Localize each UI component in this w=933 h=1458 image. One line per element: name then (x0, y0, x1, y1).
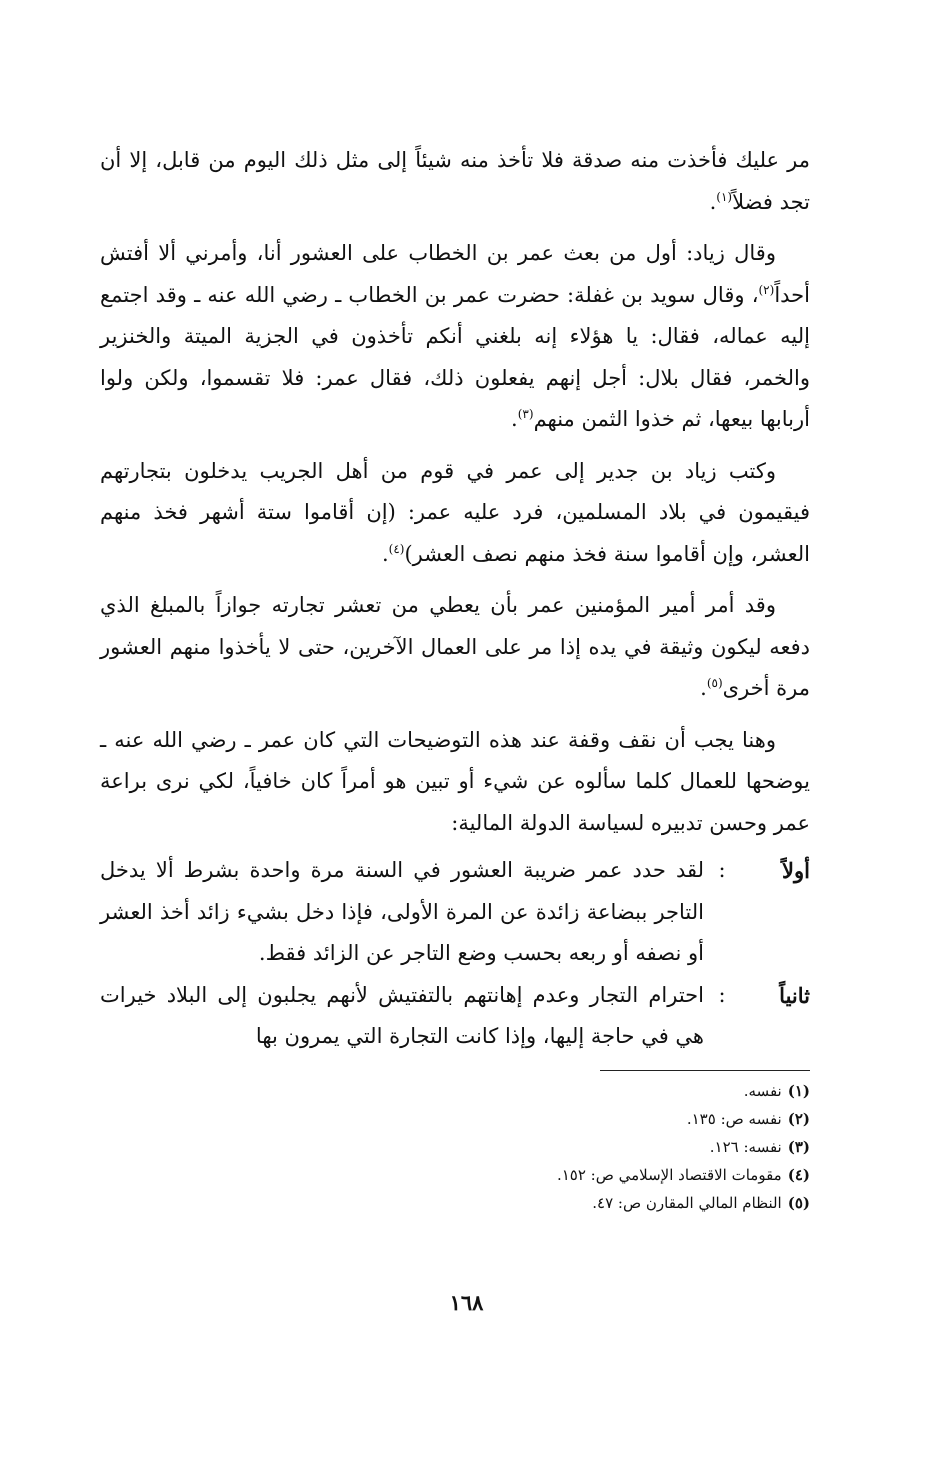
list-item-text: احترام التجار وعدم إهانتهم بالتفتيش لأنهم يجلبون إلى البلاد خيرات هي في حاجة إليها، وإذا كانت التجارة التي يمرون بها (100, 982, 704, 1048)
paragraph-4 (100, 585, 810, 710)
footnote-text: النظام المالي المقارن ص: ٤٧. (592, 1193, 782, 1212)
footnote-number: (٥) (787, 1193, 810, 1212)
paragraph-2 (100, 233, 810, 441)
points-list (100, 850, 810, 1058)
footnote-ref-1: (١) (716, 189, 733, 204)
footnote-text: نفسه ص: ١٣٥. (686, 1109, 782, 1128)
footnote-4 (100, 1161, 810, 1189)
footnote-text: نفسه: ١٢٦. (709, 1137, 782, 1156)
footnote-text: نفسه. (743, 1081, 782, 1100)
footnote-number: (١) (787, 1081, 810, 1100)
paragraph-3 (100, 451, 810, 576)
paragraph-text: وكتب زياد بن جدير إلى عمر في قوم من أهل الجريب يدخلون بتجارتهم فيقيمون في بلاد المسلمين، فرد عليه عمر: (إن أقاموا ستة أشهر فخذ منهم العشر، وإن أقاموا سنة فخذ منهم نصف العشر) (100, 458, 810, 566)
paragraph-punct: . (709, 189, 717, 214)
footnote-ref-4: (٤) (388, 541, 405, 556)
page-number: ١٦٨ (449, 1290, 484, 1315)
list-item-first (100, 850, 810, 975)
paragraph-text: ، وقال سويد بن غفلة: حضرت عمر بن الخطاب ـ رضي الله عنه ـ وقد اجتمع إليه عماله، فقال: يا هؤلاء إنه بلغني أنكم تأخذون في الجزية الميتة والخنزير والخمر، فقال بلال: أجل إنهم يفعلون ذلك، فقال عمر: فلا تقسموا، ولكن ولوا أربابها بيعها، ثم خذوا الثمن منهم (100, 282, 810, 431)
footnote-divider (600, 1070, 810, 1071)
paragraph-text: وقد أمر أمير المؤمنين عمر بأن يعطي من تعشر تجارته جوازاً بالمبلغ الذي دفعه ليكون وثيقة في يده إذا مر على العمال الآخرين، حتى لا يأخذوا منهم العشور مرة أخرى (100, 593, 810, 700)
footnote-text: مقومات الاقتصاد الإسلامي ص: ١٥٢. (556, 1165, 782, 1184)
footnotes (100, 1077, 810, 1217)
footnote-2 (100, 1105, 810, 1133)
paragraph-text: مر عليك فأخذت منه صدقة فلا تأخذ منه شيئاً إلى مثل ذلك اليوم من قابل، إلا أن تجد فضلاً (100, 148, 810, 214)
list-item-colon: : (718, 858, 726, 882)
footnote-ref-5: (٥) (706, 676, 723, 690)
paragraph-5 (100, 720, 810, 845)
page-body (100, 140, 810, 1217)
footnote-number: (٣) (787, 1137, 810, 1156)
footnote-5 (100, 1189, 810, 1217)
list-item-second (100, 975, 810, 1058)
paragraph-punct: . (381, 541, 389, 566)
paragraph-punct: . (700, 676, 707, 700)
list-item-label: أولاً (782, 858, 810, 883)
paragraph-1 (100, 140, 810, 223)
footnote-3 (100, 1133, 810, 1161)
footnote-number: (٤) (787, 1165, 810, 1184)
list-item-label: ثانياً (779, 982, 810, 1008)
list-item-text: لقد حدد عمر ضريبة العشور في السنة مرة واحدة بشرط ألا يدخل التاجر ببضاعة زائدة عن المرة الأولى، فإذا دخل بشيء زائد أخذ العشر أو نصفه أو ربعه بحسب وضع التاجر عن الزائد فقط. (100, 858, 704, 965)
footnote-number: (٢) (787, 1109, 810, 1128)
footnote-ref-2: (٢) (758, 282, 775, 297)
footnote-1 (100, 1077, 810, 1105)
paragraph-text: وقال زياد: أول من بعث عمر بن الخطاب على العشور أنا، وأمرني ألا أفتش أحداً (100, 241, 810, 307)
list-item-colon: : (718, 982, 726, 1007)
footnote-ref-3: (٣) (517, 407, 534, 421)
paragraph-punct: . (511, 407, 518, 431)
paragraph-text: وهنا يجب أن نقف وقفة عند هذه التوضيحات التي كان عمر ـ رضي الله عنه ـ يوضحها للعمال كلما سألوه عن شيء أو تبين هو أمراً كان خافياً، لكي نرى براعة عمر وحسن تدبيره لسياسة الدولة المالية: (100, 727, 810, 835)
